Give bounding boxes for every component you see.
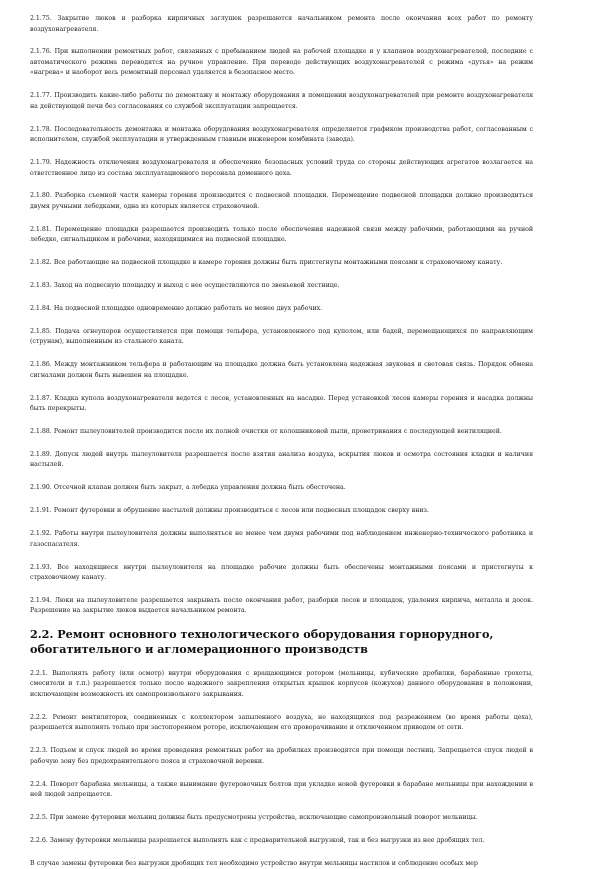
paragraph: 2.1.83. Заход на подвесную площадку и выход с нее осуществляются по звеньевой лестнице. bbox=[30, 282, 340, 290]
paragraph: 2.1.92. Работы внутри пылеуловителя должны выполняться не менее чем двумя рабочими под наблюдением инженерно-технического работника и газоспасателя. bbox=[30, 530, 533, 548]
paragraph: 2.2.5. При замене футеровки мельниц должны быть предусмотрены устройства, исключающие самопроизвольный поворот мельницы. bbox=[30, 813, 478, 821]
paragraph: 2.1.75. Закрытие люков и разборка кирпичных заглушек разрешаются начальником ремонта после окончания всех работ по ремонту воздухонагревателя. bbox=[30, 15, 533, 33]
paragraph: 2.2.1. Выполнять работу (или осмотр) внутри оборудования с вращающимся ротором (мельницы, кубические дробилки, барабанные грохоты, смесители и т.п.) разрешается только после надежного закрепления открытых крышек корпусов (кожухов) данного оборудования в положении, исключающем возможность их самопроизвольного закрывания. bbox=[30, 669, 533, 698]
paragraph: 2.1.90. Отсечной клапан должен быть закрыт, а лебедка управления должна быть обесточена. bbox=[30, 484, 346, 492]
paragraph: 2.1.91. Ремонт футеровки и обрушение настылей должны производиться с лесов или подвесных площадок сверху вниз. bbox=[30, 507, 429, 515]
paragraph: 2.1.77. Производить какие-либо работы по демонтажу и монтажу оборудования в помещении воздухонагревателей при ремонте воздухонагревателя на действующей печи без согласования со службой эксплуатации запрещается. bbox=[30, 92, 533, 110]
paragraph: 2.1.79. Надежность отключения воздухонагревателя и обеспечение безопасных условий труда со стороны действующих агрегатов возлагается на ответственное лицо из состава эксплуатационного персонала доменного цеха. bbox=[30, 159, 533, 177]
paragraph: 2.1.94. Люки на пылеуловителе разрешается закрывать после окончания работ, разборки лесов и площадок, удаления кирпича, металла и досок. Разрешение на закрытие люков выдается начальником ремонта. bbox=[30, 596, 533, 615]
paragraph: 2.1.76. При выполнении ремонтных работ, связанных с пребыванием людей на рабочей площадке и у клапанов воздухонагревателей, последние с автоматического режима переводятся на ручное управление. При переводе действующих воздухонагревателей с режима «дутья» на режим «нагрева» и наоборот весь ремонтный персонал удаляется в безопасное место. bbox=[30, 48, 533, 77]
paragraph: 2.1.81. Перемещение площадки разрешается производить только после обеспечения надежной связи между рабочими, работающими на ручной лебедке, сигнальщиком и рабочими, находящимися на подвесной площадке. bbox=[30, 225, 533, 244]
paragraph: 2.1.78. Последовательность демонтажа и монтажа оборудования воздухонагревателя определяется графиком производства работ, согласованным с исполнителем, службой эксплуатации и утвержденным главным инженером комбината (завода). bbox=[30, 125, 533, 144]
paragraph: 2.1.82. Все работающие на подвесной площадке в камере горения должны быть пристегнуты монтажными поясами к страховочному канату. bbox=[30, 259, 503, 267]
paragraph: 2.1.88. Ремонт пылеуловителей производится после их полной очистки от колошниковой пыли, проветривания с последующей вентиляцией. bbox=[30, 428, 502, 436]
paragraph: 2.1.89. Допуск людей внутрь пылеуловителя разрешается после взятия анализа воздуха, вскрытия люков и осмотра состояния кладки и наличия настылей. bbox=[30, 450, 533, 469]
paragraph: 2.2.3. Подъем и спуск людей во время проведения ремонтных работ на дробилках производятся при помощи лестниц. Запрещается спуск людей в рабочую зону без предохранительного пояса и страховочной веревки. bbox=[30, 747, 533, 765]
paragraph: 2.1.93. Все находящиеся внутри пылеуловителя на площадке рабочие должны быть обеспечены монтажными поясами и пристегнуты к страховочному канату. bbox=[30, 563, 533, 582]
section-heading: 2.2. Ремонт основного технологического оборудования горнорудного, обогатительного и агломерационного производств bbox=[30, 626, 494, 656]
paragraph: 2.2.4. Поворот барабана мельницы, а также вынимание футеровочных болтов при укладке новой футеровки в барабане мельницы при нахождении в ней людей запрещается. bbox=[30, 780, 533, 799]
paragraph-list-bottom bbox=[30, 669, 533, 869]
paragraph: 2.1.80. Разборка съемной части камеры горения производится с подвесной площадки. Перемещение подвесной площадки должно производиться двумя ручными лебедками, одна из которых является страховочной. bbox=[30, 192, 533, 210]
paragraph: В случае замены футеровки без выгрузки дробящих тел необходимо устройство внутри мельницы настилов и соблюдение особых мер bbox=[30, 859, 478, 867]
paragraph: 2.1.85. Подача огнеупоров осуществляется при помощи тельфера, установленного под куполом, или бадей, перемещающихся по направляющим (струнам), выполненным из стального каната. bbox=[30, 327, 533, 346]
paragraph: 2.1.86. Между монтажником тельфера и работающим на площадке должна быть установлена надежная звуковая и световая связь. Порядок обмена сигналами должен быть вывешен на площадке. bbox=[30, 361, 533, 379]
paragraph: 2.2.6. Замену футеровки мельницы разрешается выполнять как с предварительной выгрузкой, так и без выгрузки из нее дробящих тел. bbox=[30, 836, 485, 844]
paragraph: 2.1.87. Кладка купола воздухонагревателя ведется с лесов, установленных на насадке. Перед установкой лесов камеры горения и насадка должны быть перекрыты. bbox=[30, 394, 533, 413]
paragraph: 2.1.84. На подвесной площадке одновременно должно работать не менее двух рабочих. bbox=[30, 305, 323, 313]
paragraph-list-top bbox=[30, 14, 533, 617]
paragraph: 2.2.2. Ремонт вентиляторов, соединенных с коллектором запыленного воздуха, не находящихся под разрежением (во время работы цеха), разрешается выполнять только при застопоренном роторе, исключающем его проворачивание и отключенном приводом от сети. bbox=[30, 713, 533, 732]
